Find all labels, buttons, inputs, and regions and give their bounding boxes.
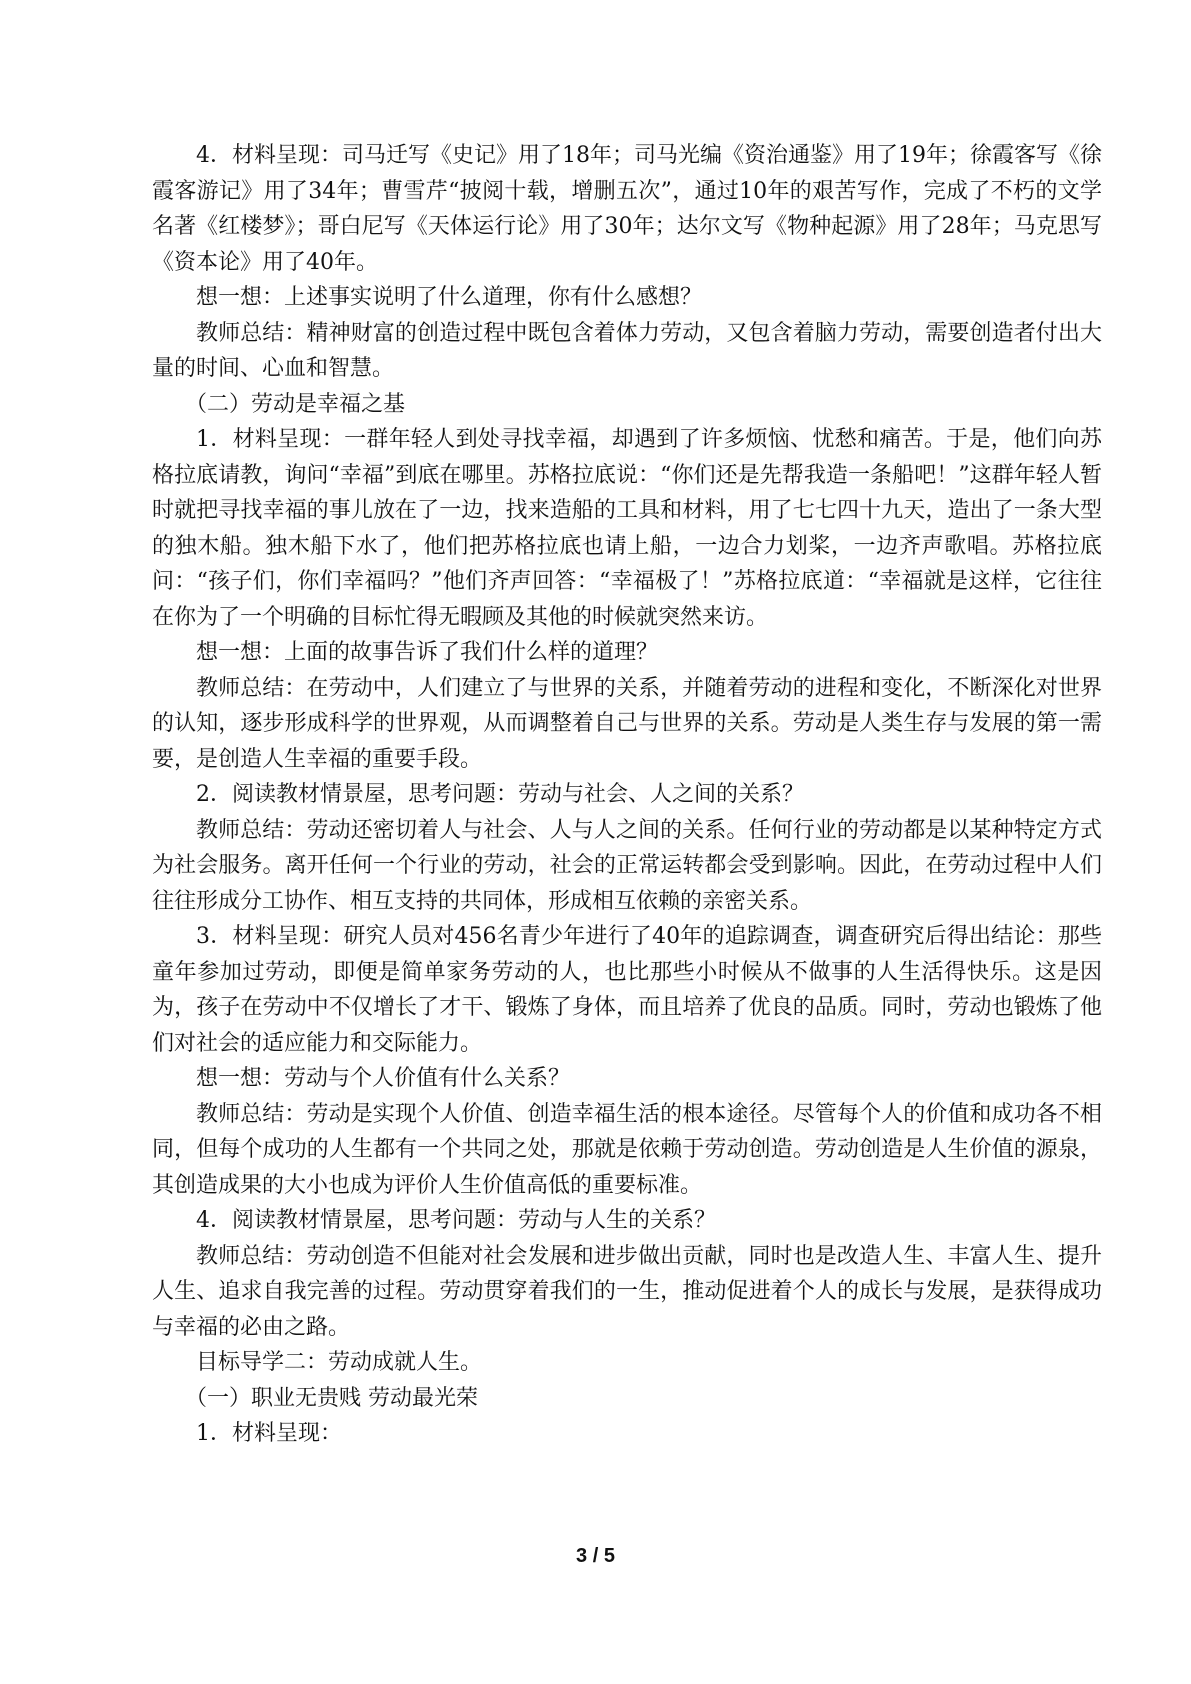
paragraph-material-4: 4．材料呈现：司马迁写《史记》用了18年；司马光编《资治通鉴》用了19年；徐霞客写《徐霞客游记》用了34年；曹雪芹“披阅十载，增删五次”，通过10年的艰苦写作，完成了不朽的文学名著《红楼梦》；哥白尼写《天体运行论》用了30年；达尔文写《物种起源》用了28年；马克思写《资本论》用了40年。 bbox=[152, 143, 1102, 275]
section-heading-labor-happiness: （二）劳动是幸福之基 bbox=[185, 391, 406, 417]
paragraph-teacher-summary-4: 教师总结：劳动是实现个人价值、创造幸福生活的根本途径。尽管每个人的价值和成功各不相同，但每个成功的人生都有一个共同之处，那就是依赖于劳动创造。劳动创造是人生价值的源泉，其创造成果的大小也成为评价人生价值高低的重要标准。 bbox=[152, 1101, 1102, 1198]
paragraph-teacher-summary-5: 教师总结：劳动创造不但能对社会发展和进步做出贡献，同时也是改造人生、丰富人生、提升人生、追求自我完善的过程。劳动贯穿着我们的一生，推动促进着个人的成长与发展，是获得成功与幸福的必由之路。 bbox=[152, 1243, 1102, 1340]
paragraph-socrates-story: 1．材料呈现：一群年轻人到处寻找幸福，却遇到了许多烦恼、忧愁和痛苦。于是，他们向苏格拉底请教，询问“幸福”到底在哪里。苏格拉底说：“你们还是先帮我造一条船吧！”这群年轻人暂时就把寻找幸福的事儿放在了一边，找来造船的工具和材料，用了七七四十九天，造出了一条大型的独木船。独木船下水了，他们把苏格拉底也请上船，一边合力划桨，一边齐声歌唱。苏格拉底问：“孩子们，你们幸福吗？”他们齐声回答：“幸福极了！”苏格拉底道：“幸福就是这样，它往往在你为了一个明确的目标忙得无暇顾及其他的时候就突然来访。 bbox=[152, 427, 1102, 630]
paragraph-reading-task-4: 4．阅读教材情景屋，思考问题：劳动与人生的关系？ bbox=[196, 1208, 716, 1233]
page-number: 3 / 5 bbox=[576, 1545, 615, 1567]
paragraph-material-3: 3．材料呈现：研究人员对456名青少年进行了40年的追踪调查，调查研究后得出结论：那些童年参加过劳动，即便是简单家务劳动的人，也比那些小时候从不做事的人生活得快乐。这是因为，孩子在劳动中不仅增长了才干、锻炼了身体，而且培养了优良的品质。同时，劳动也锻炼了他们对社会的适应能力和交际能力。 bbox=[152, 924, 1102, 1056]
paragraph-reading-task-2: 2．阅读教材情景屋，思考问题：劳动与社会、人之间的关系？ bbox=[196, 782, 804, 807]
paragraph-teacher-summary-1: 教师总结：精神财富的创造过程中既包含着体力劳动，又包含着脑力劳动，需要创造者付出大量的时间、心血和智慧。 bbox=[152, 320, 1102, 381]
paragraph-think-2: 想一想：上面的故事告诉了我们什么样的道理？ bbox=[196, 640, 659, 665]
paragraph-teacher-summary-3: 教师总结：劳动还密切着人与社会、人与人之间的关系。任何行业的劳动都是以某种特定方式为社会服务。离开任何一个行业的劳动，社会的正常运转都会受到影响。因此，在劳动过程中人们往往形成分工协作、相互支持的共同体，形成相互依赖的亲密关系。 bbox=[152, 817, 1102, 914]
section-heading-no-noble-jobs: （一）职业无贵贱 劳动最光荣 bbox=[185, 1385, 478, 1411]
paragraph-teacher-summary-2: 教师总结：在劳动中，人们建立了与世界的关系，并随着劳动的进程和变化，不断深化对世界的认知，逐步形成科学的世界观，从而调整着自己与世界的关系。劳动是人类生存与发展的第一需要，是创造人生幸福的重要手段。 bbox=[152, 675, 1102, 772]
paragraph-goal-2: 目标导学二：劳动成就人生。 bbox=[196, 1350, 483, 1375]
paragraph-think-3: 想一想：劳动与个人价值有什么关系？ bbox=[196, 1066, 571, 1091]
paragraph-think-1: 想一想：上述事实说明了什么道理，你有什么感想？ bbox=[196, 285, 703, 310]
paragraph-material-1: 1．材料呈现： bbox=[196, 1421, 342, 1446]
document-body bbox=[152, 138, 1102, 1452]
